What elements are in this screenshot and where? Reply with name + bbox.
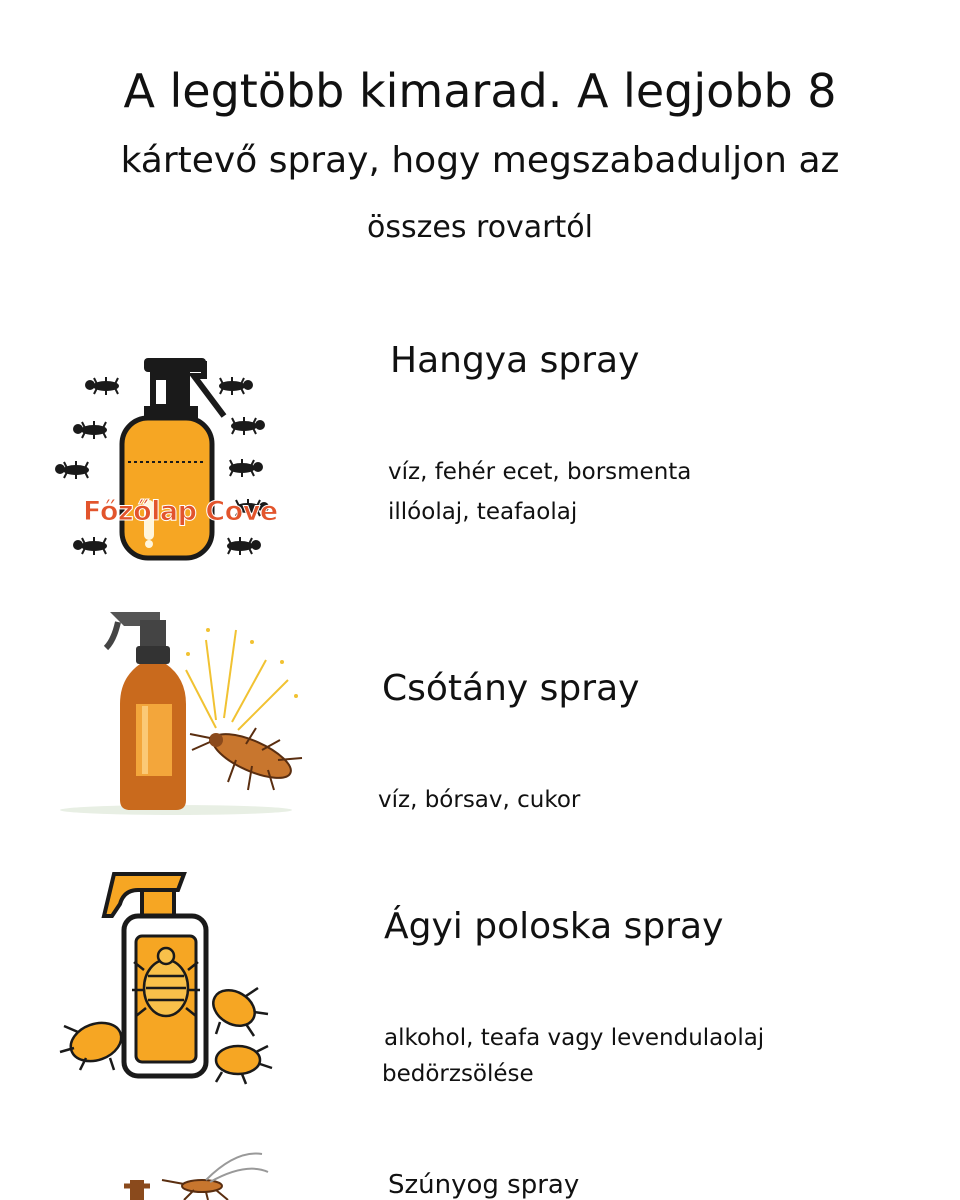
ingredients-ant-line-2: illóolaj, teafaolaj (388, 499, 578, 525)
section-title-bedbug: Ágyi poloska spray (384, 906, 724, 947)
ingredients-cockroach-line-1: víz, bórsav, cukor (378, 787, 581, 813)
page-title-line-3: összes rovartól (367, 210, 593, 245)
section-title-cockroach: Csótány spray (382, 668, 640, 709)
cockroach-spray-illustration (56, 600, 316, 820)
bedbug-icon (65, 1016, 126, 1068)
section-title-mosquito: Szúnyog spray (388, 1170, 580, 1200)
sprayer-head (144, 358, 206, 372)
mosquito-icon (162, 1154, 268, 1200)
ingredients-ant-line-1: víz, fehér ecet, borsmenta (388, 459, 692, 485)
ingredients-bedbug-line-2: bedörzsölése (382, 1061, 534, 1087)
bedbug-spray-illustration (56, 860, 276, 1090)
mosquito-spray-illustration (110, 1140, 290, 1200)
cockroach-icon (190, 725, 302, 790)
orange-bottle (122, 418, 212, 558)
ant-spray-illustration (48, 350, 288, 570)
page-title-line-1: A legtöbb kimarad. A legjobb 8 (123, 64, 837, 118)
page-title-line-2: kártevő spray, hogy megszabaduljon az (120, 140, 840, 181)
ingredients-bedbug-line-1: alkohol, teafa vagy levendulaolaj (384, 1025, 765, 1051)
watermark-logo: Főzőlap Cove (83, 496, 278, 527)
bedbug-icon (216, 1046, 260, 1074)
section-title-ant: Hangya spray (390, 340, 640, 381)
